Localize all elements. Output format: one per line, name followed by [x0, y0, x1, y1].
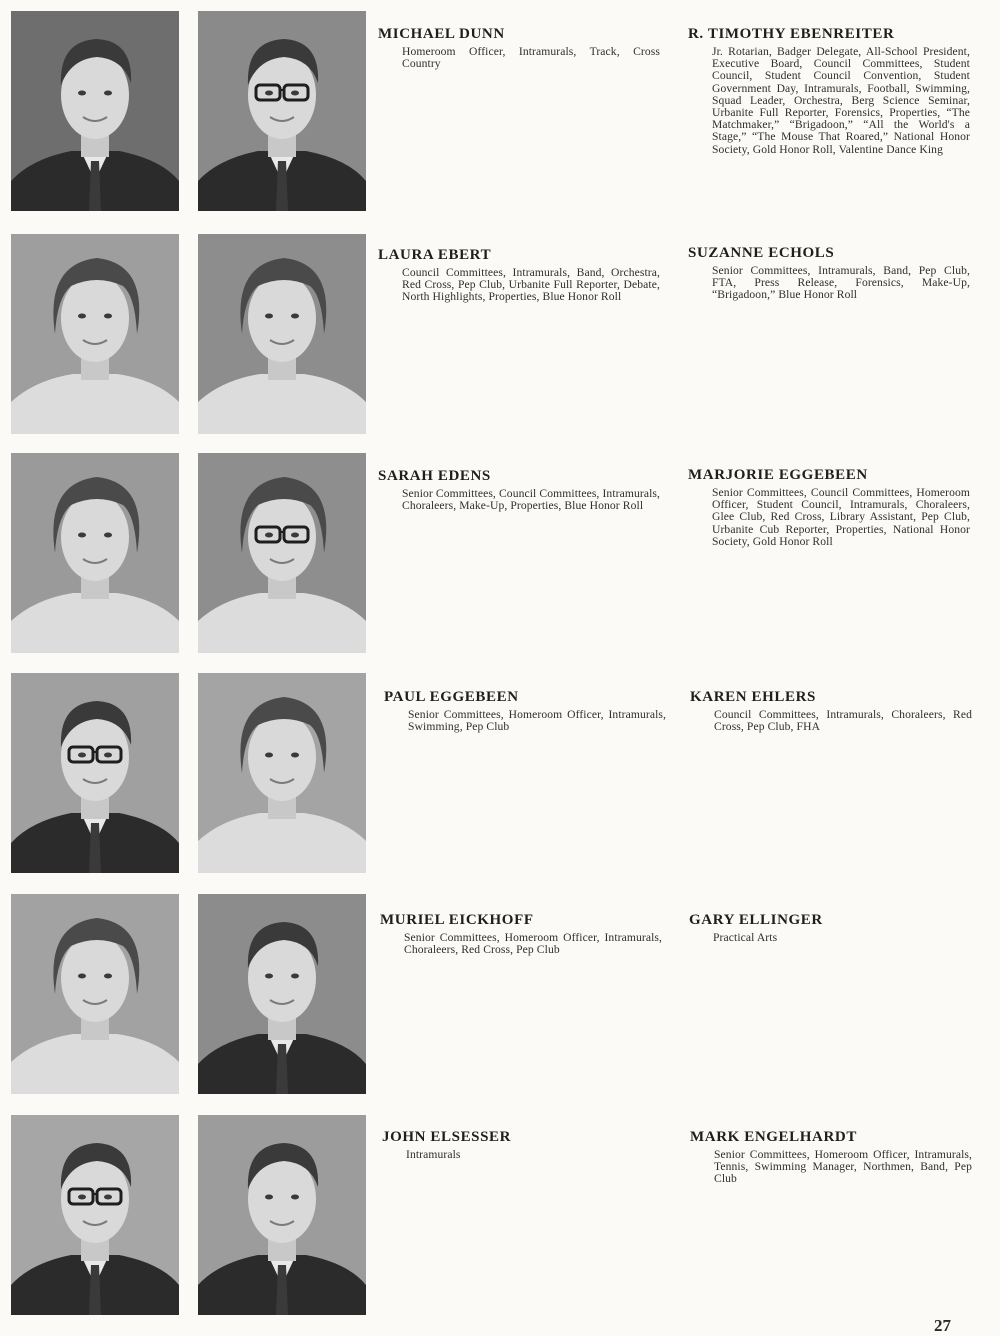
portrait-photo-karen-ehlers: [198, 673, 366, 873]
portrait-silhouette: [11, 1115, 179, 1315]
portrait-silhouette: [198, 1115, 366, 1315]
student-name: SARAH EDENS: [378, 468, 491, 484]
student-entry: [689, 912, 979, 944]
student-activities: Senior Committees, Homeroom Officer, Intramurals, Swimming, Pep Club: [408, 708, 666, 734]
student-entry: [378, 247, 668, 304]
portrait-photo-sarah-edens: [11, 453, 179, 653]
portrait-photo-john-elsesser: [11, 1115, 179, 1315]
portrait-silhouette: [198, 894, 366, 1094]
student-activities: Council Committees, Intramurals, Choraleers, Red Cross, Pep Club, FHA: [714, 708, 972, 734]
student-name: JOHN ELSESSER: [382, 1129, 512, 1145]
student-name: LAURA EBERT: [378, 247, 492, 263]
student-name: KAREN EHLERS: [690, 689, 816, 705]
student-entry: [380, 912, 670, 956]
student-name: SUZANNE ECHOLS: [688, 245, 835, 261]
portrait-photo-gary-ellinger: [198, 894, 366, 1094]
student-entry: [382, 1129, 672, 1161]
portrait-photo-marjorie-eggebeen: [198, 453, 366, 653]
student-entry: [688, 26, 978, 156]
student-row-3: [0, 453, 1000, 658]
student-entry: [688, 467, 978, 548]
student-entry: [690, 689, 980, 733]
portrait-silhouette: [198, 11, 366, 211]
portrait-photo-r-timothy-ebenreiter: [198, 11, 366, 211]
student-entry: [690, 1129, 980, 1186]
student-entry: [688, 245, 978, 302]
student-activities: Council Committees, Intramurals, Band, Orchestra, Red Cross, Pep Club, Urbanite Full Reporter, Debate, North Highlights, Properties, Blue Honor Roll: [402, 266, 660, 304]
student-activities: Senior Committees, Intramurals, Band, Pep Club, FTA, Press Release, Forensics, Make-Up, “Brigadoon,” Blue Honor Roll: [712, 264, 970, 302]
student-row-6: [0, 1115, 1000, 1320]
portrait-photo-paul-eggebeen: [11, 673, 179, 873]
student-activities: Homeroom Officer, Intramurals, Track, Cross Country: [402, 45, 660, 71]
student-row-1: [0, 11, 1000, 216]
portrait-silhouette: [11, 673, 179, 873]
student-entry: [384, 689, 674, 733]
student-activities: Intramurals: [406, 1148, 461, 1161]
student-name: PAUL EGGEBEEN: [384, 689, 519, 705]
portrait-silhouette: [11, 894, 179, 1094]
student-row-4: [0, 673, 1000, 878]
student-activities: Senior Committees, Council Committees, Intramurals, Choraleers, Make-Up, Properties, Blue Honor Roll: [402, 487, 660, 513]
student-row-5: [0, 894, 1000, 1099]
student-name: MURIEL EICKHOFF: [380, 912, 534, 928]
portrait-photo-michael-dunn: [11, 11, 179, 211]
portrait-photo-suzanne-echols: [198, 234, 366, 434]
portrait-silhouette: [198, 234, 366, 434]
portrait-silhouette: [198, 453, 366, 653]
student-activities: Senior Committees, Council Committees, Homeroom Officer, Student Council, Intramurals, Choraleers, Glee Club, Red Cross, Library Assistant, Pep Club, Urbanite Cub Reporter, Properties, National Honor Society, Gold Honor Roll: [712, 486, 970, 548]
student-name: MICHAEL DUNN: [378, 26, 505, 42]
student-activities: Practical Arts: [713, 931, 778, 944]
portrait-photo-mark-engelhardt: [198, 1115, 366, 1315]
portrait-photo-laura-ebert: [11, 234, 179, 434]
student-activities: Senior Committees, Homeroom Officer, Intramurals, Tennis, Swimming Manager, Northmen, Band, Pep Club: [714, 1148, 972, 1186]
student-row-2: [0, 234, 1000, 439]
student-name: MARJORIE EGGEBEEN: [688, 467, 868, 483]
student-entry: [378, 468, 668, 512]
portrait-silhouette: [11, 453, 179, 653]
student-activities: Senior Committees, Homeroom Officer, Intramurals, Choraleers, Red Cross, Pep Club: [404, 931, 662, 957]
student-name: R. TIMOTHY EBENREITER: [688, 26, 895, 42]
portrait-silhouette: [11, 11, 179, 211]
student-name: MARK ENGELHARDT: [690, 1129, 857, 1145]
student-name: GARY ELLINGER: [689, 912, 823, 928]
portrait-silhouette: [11, 234, 179, 434]
student-entry: [378, 26, 668, 70]
portrait-photo-muriel-eickhoff: [11, 894, 179, 1094]
student-activities: Jr. Rotarian, Badger Delegate, All-School President, Executive Board, Council Committees, Student Council, Student Council Convention, Student Government Day, Intramurals, Football, Swimming, Squad Leader, Orchestra, Berg Science Seminar, Urbanite Full Reporter, Forensics, Properties, “The Matchmaker,” “Brigadoon,” “All the World's a Stage,” “The Mouse That Roared,” National Honor Society, Gold Honor Roll, Valentine Dance King: [712, 45, 970, 156]
portrait-silhouette: [198, 673, 366, 873]
page-number: 27: [934, 1316, 951, 1335]
